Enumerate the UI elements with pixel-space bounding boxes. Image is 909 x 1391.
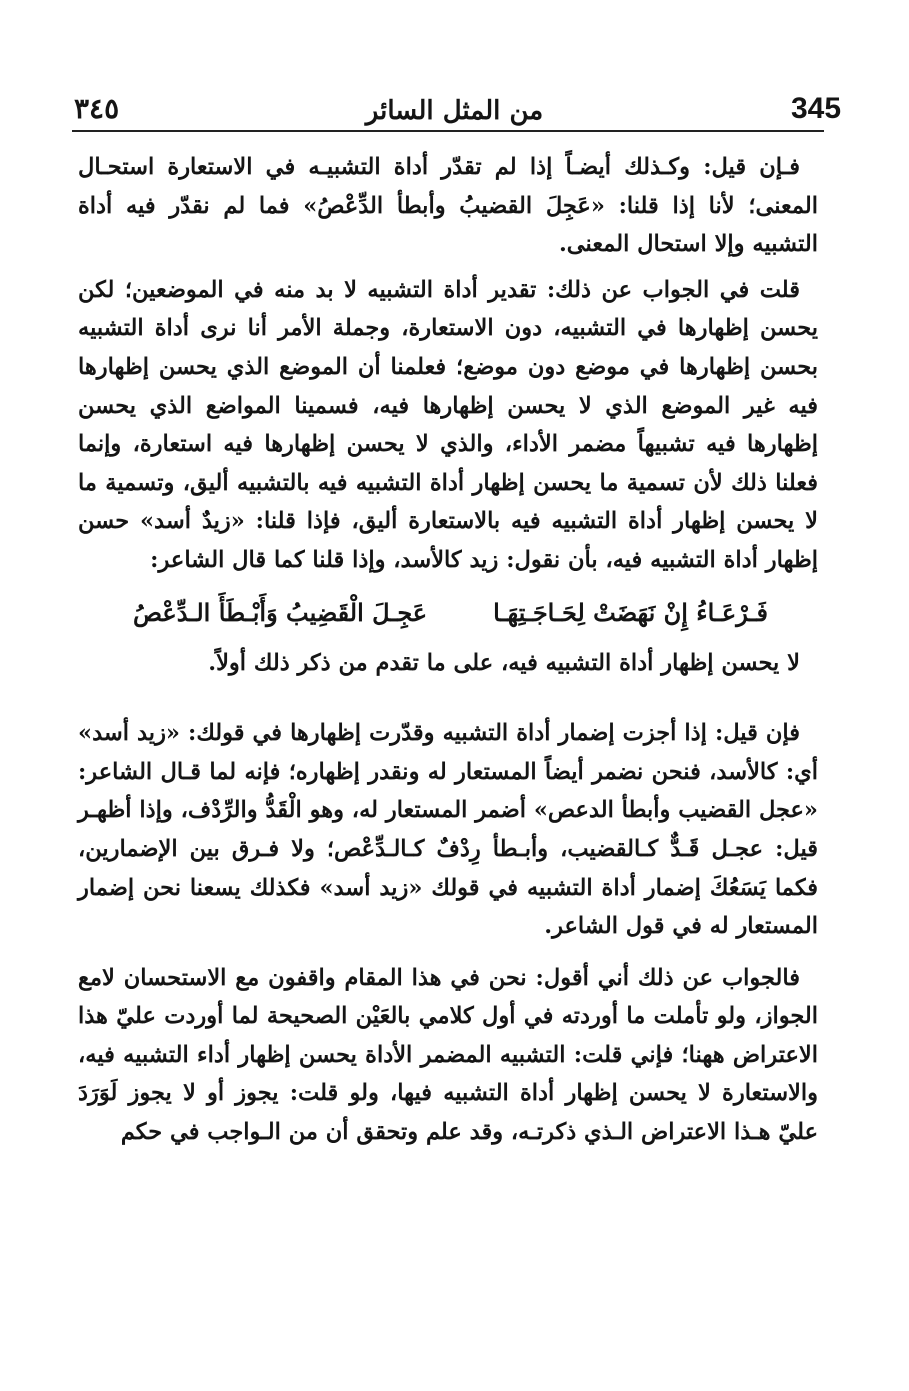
page-number-arabic: ٣٤٥	[74, 92, 120, 125]
body-text	[78, 148, 818, 1152]
paragraph-after-verse: لا يحسن إظهار أداة التشبيه فيه، على ما تقدم من ذكر ذلك أولاً.	[208, 649, 800, 676]
verse-right-hemistich: فَـرْعَـاءُ إِنْ نَهَضَتْ لِحَـاجَـتِهَـا	[493, 597, 768, 627]
paragraph-objection-1: فـإن قيل: وكـذلك أيضـاً إذا لم تقدّر أداة التشبيـه في الاستعارة استحـال المعنى؛ لأنا إذا قلنا: «عَجِلَ القضيبُ وأبطأ الدِّعْصُ» فما لم نقدّر فيه أداة التشبيه وإلا استحال المعنى.	[78, 154, 818, 258]
poetry-verse	[78, 590, 818, 636]
page-number-latin: 345	[791, 92, 842, 125]
paragraph-objection-2: فإن قيل: إذا أجزت إضمار أداة التشبيه وقدّرت إظهارها في قولك: «زيد أسد» أي: كالأسد، فنحن نضمر أيضاً المستعار له ونقدر إظهاره؛ فإنه لما قـال الشاعر: «عجل القضيب وأبطأ الدعص» أضمر المستعار له، وهو الْقَدُّ والرِّدْف، وإذا أظهـر قيل: عجـل قَـدٌّ كـالقضيب، وأبـطأ رِدْفٌ كـالـدِّعْص؛ ولا فـرق بين الإضمارين، فكما يَسَعُكَ إضمار أداة التشبيه في قولك «زيد أسد» فكذلك يسعنا نحن إضمار المستعار له في قول الشاعر.	[78, 720, 818, 940]
paragraph-answer: فالجواب عن ذلك أني أقول: نحن في هذا المقام واقفون مع الاستحسان لامع الجواز، ولو تأملت ما أوردته في أول كلامي بالعَيْن الصحيحة لما أوردت عليّ هذا الاعتراض ههنا؛ فإني قلت: التشبيه المضمر الأداة يحسن إظهار أداء التشبيه فيه، والاستعارة لا يحسن إظهار أداة التشبيه فيها، ولو قلت: يجوز أو لا يجوز لَوَرَدَ عليّ هـذا الاعتراض الـذي ذكرتـه، وقد علم وتحقق أن من الـواجب في حكم	[78, 964, 818, 1146]
page-header	[0, 0, 909, 140]
header-rule	[72, 130, 824, 132]
paragraph-reply-1: قلت في الجواب عن ذلك: تقدير أداة التشبيه لا بد منه في الموضعين؛ لكن يحسن إظهارها في التشبيه، دون الاستعارة، وجملة الأمر أنا نرى أداة التشبيه بحسن إظهارها في موضع دون موضع؛ فعلمنا أن الموضع الذي يحسن إظهارها فيه غير الموضع الذي لا يحسن إظهارها فيه، فسمينا المواضع الذي يحسن إظهارها فيه تشبيهاً مضمر الأداء، والذي لا يحسن إظهارها فيه استعارة، وإنما فعلنا ذلك لأن تسمية ما يحسن إظهار أداة التشبيه فيه بالتشبيه أليق، وتسمية ما لا يحسن إظهار أداة التشبيه فيه بالاستعارة أليق، فإذا قلنا: «زيدٌ أسد» حسن إظهار أداة التشبيه فيه، بأن نقول: زيد كالأسد، وإذا قلنا كما قال الشاعر:	[78, 276, 818, 573]
running-title: من المثل السائر	[365, 96, 544, 126]
verse-left-hemistich: عَجِـلَ الْقَضِيبُ وَأَبْـطَأَ الـدِّعْصُ	[133, 597, 428, 627]
